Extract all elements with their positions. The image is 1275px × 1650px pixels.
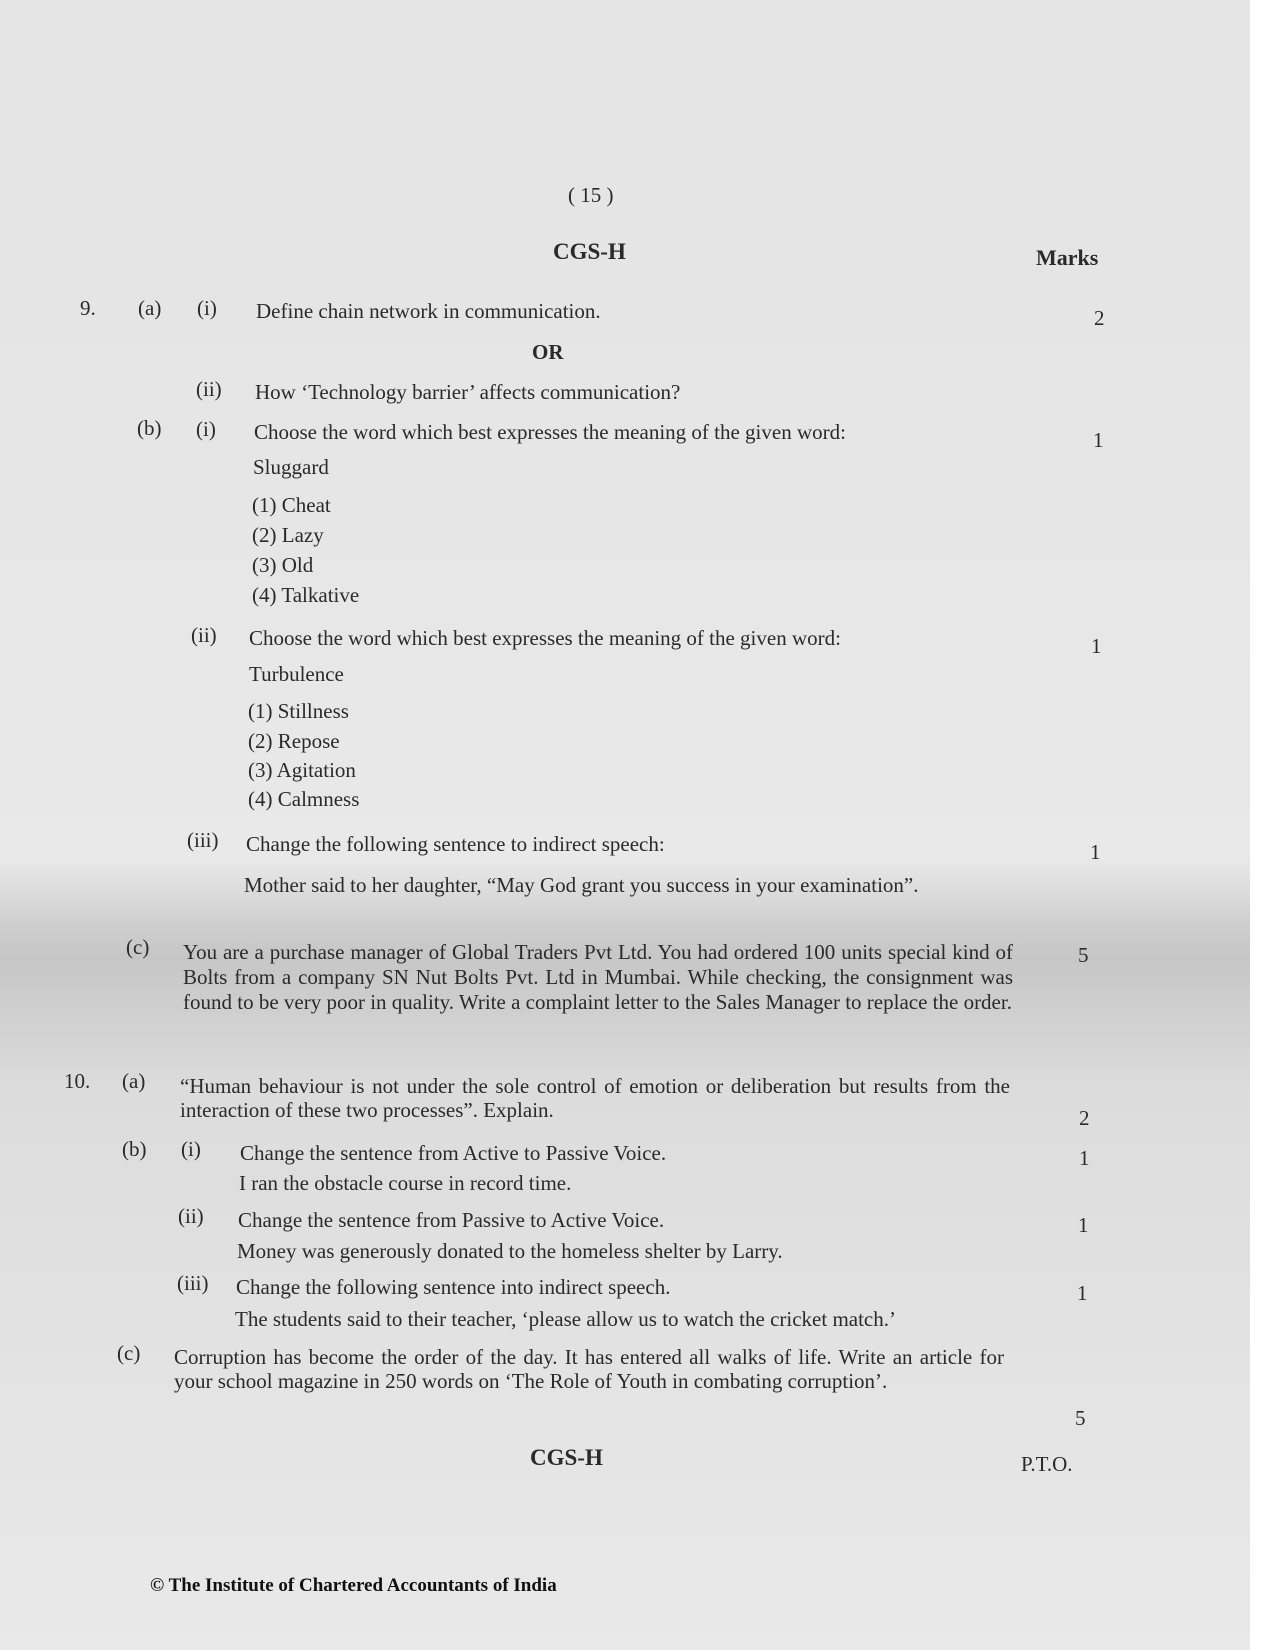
option-item: (4) Calmness <box>248 787 360 811</box>
q10b-ii-text: Change the sentence from Passive to Active Voice. <box>238 1208 665 1232</box>
q9c-marks: 5 <box>1078 943 1089 967</box>
q10b-ii-sentence: Money was generously donated to the homeless shelter by Larry. <box>237 1239 783 1263</box>
q9b-ii-label: (ii) <box>191 623 217 647</box>
q9b-iii-text: Change the following sentence to indirect speech: <box>246 832 665 856</box>
option-item: (3) Agitation <box>248 758 356 782</box>
q9b-ii-marks: 1 <box>1091 634 1102 658</box>
q9b-i-word: Sluggard <box>253 455 329 479</box>
q10b-i-marks: 1 <box>1079 1146 1090 1170</box>
q9b-i-label: (i) <box>196 417 216 441</box>
q10a-text: “Human behaviour is not under the sole control of emotion or deliberation but results from the interaction of these two processes”. Explain. <box>180 1074 1010 1122</box>
option-item: (2) Lazy <box>252 523 324 547</box>
page-number: ( 15 ) <box>568 183 614 207</box>
option-item: (1) Stillness <box>248 699 349 723</box>
q9b-iii-marks: 1 <box>1090 840 1101 864</box>
q9b-iii-label: (iii) <box>187 828 219 852</box>
option-item: (3) Old <box>252 553 314 577</box>
q10a-marks: 2 <box>1079 1106 1090 1130</box>
q9a-ii-label: (ii) <box>196 377 222 401</box>
q10b-label: (b) <box>122 1137 147 1161</box>
q10b-i-label: (i) <box>181 1137 201 1161</box>
q9a-label: (a) <box>138 296 162 320</box>
q10b-i-text: Change the sentence from Active to Passive Voice. <box>240 1141 667 1165</box>
paper-code-top: CGS-H <box>553 239 626 264</box>
q9a-ii-text: How ‘Technology barrier’ affects communication? <box>255 380 681 404</box>
q10b-i-sentence: I ran the obstacle course in record time. <box>239 1171 572 1195</box>
q9b-iii-sentence: Mother said to her daughter, “May God grant you success in your examination”. <box>244 873 919 897</box>
q9c-label: (c) <box>126 935 150 959</box>
q10c-marks: 5 <box>1075 1406 1086 1430</box>
option-item: (4) Talkative <box>252 583 360 607</box>
q10c-label: (c) <box>117 1341 141 1365</box>
q10b-ii-label: (ii) <box>178 1204 204 1228</box>
q10c-text: Corruption has become the order of the day. It has entered all walks of life. Write an article for your school magazine in 250 words on ‘The Role of Youth in combating corruption’. <box>174 1345 1004 1393</box>
q9b-ii-word: Turbulence <box>249 662 344 686</box>
q10b-iii-marks: 1 <box>1077 1281 1088 1305</box>
copyright-notice: © The Institute of Chartered Accountants of India <box>150 1575 557 1596</box>
q9b-i-marks: 1 <box>1093 428 1104 452</box>
q9a-marks: 2 <box>1094 306 1105 330</box>
option-item: (2) Repose <box>248 729 340 753</box>
q10b-iii-label: (iii) <box>177 1271 209 1295</box>
option-item: (1) Cheat <box>252 493 331 517</box>
q10b-iii-text: Change the following sentence into indirect speech. <box>236 1275 671 1299</box>
q10a-label: (a) <box>122 1069 146 1093</box>
q10b-iii-sentence: The students said to their teacher, ‘please allow us to watch the cricket match.’ <box>235 1307 896 1331</box>
q9b-i-text: Choose the word which best expresses the meaning of the given word: <box>254 420 846 444</box>
paper-code-bottom: CGS-H <box>530 1445 603 1470</box>
q9b-ii-text: Choose the word which best expresses the meaning of the given word: <box>249 626 841 650</box>
q9b-label: (b) <box>137 416 162 440</box>
q10-number: 10. <box>64 1069 91 1093</box>
q9a-i-text: Define chain network in communication. <box>256 299 601 323</box>
q9-number: 9. <box>80 296 96 320</box>
q10b-ii-marks: 1 <box>1078 1213 1089 1237</box>
or-separator: OR <box>532 340 564 364</box>
q9c-text: You are a purchase manager of Global Traders Pvt Ltd. You had ordered 100 units special kind of Bolts from a company SN Nut Bolts Pvt. Ltd in Mumbai. While checking, the consignment was found to be very poor in quality. Write a complaint letter to the Sales Manager to replace the order. <box>183 940 1013 1014</box>
pto-label: P.T.O. <box>1021 1452 1073 1476</box>
q9a-i-label: (i) <box>197 296 217 320</box>
marks-heading: Marks <box>1036 245 1099 270</box>
